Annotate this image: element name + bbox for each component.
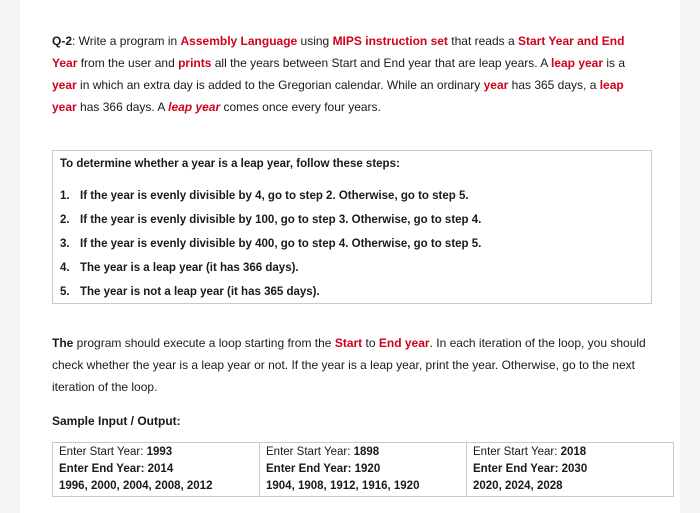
document-page <box>20 0 680 513</box>
step-number: 3. <box>60 238 70 250</box>
steps-title: To determine whether a year is a leap year, follow these steps: <box>60 158 400 170</box>
start-label: Enter Start Year: <box>473 446 561 458</box>
sample-io-table <box>52 442 674 497</box>
question-text: using <box>297 34 333 48</box>
output-line: 2020, 2024, 2028 <box>473 480 563 492</box>
keyword: leap year <box>168 100 221 114</box>
start-value: 1993 <box>146 446 173 458</box>
step-item <box>60 208 481 232</box>
output-line: 1996, 2000, 2004, 2008, 2012 <box>59 480 213 492</box>
step-text: If the year is evenly divisible by 400, go to step 4. Otherwise, go to step 5. <box>80 238 482 250</box>
step-number: 1. <box>60 190 70 202</box>
start-value: 1898 <box>353 446 380 458</box>
question-text: that reads a <box>447 34 518 48</box>
step-number: 5. <box>60 286 70 298</box>
keyword: The <box>52 336 74 350</box>
program-paragraph <box>52 332 652 398</box>
step-item <box>60 232 481 256</box>
sample-cell <box>53 443 260 497</box>
keyword: year <box>483 78 509 92</box>
sample-cell <box>260 443 467 497</box>
steps-list <box>60 184 481 304</box>
sample-cell <box>467 443 674 497</box>
steps-box <box>52 150 652 304</box>
question-text: has 365 days, a <box>508 78 600 92</box>
sample-row <box>53 443 674 497</box>
question-text: in which an extra day is added to the Gregorian calendar. While an ordinary <box>76 78 484 92</box>
question-text: : Write a program in <box>72 34 181 48</box>
output-line: 1904, 1908, 1912, 1916, 1920 <box>266 480 420 492</box>
keyword: year <box>52 78 77 92</box>
step-number: 4. <box>60 262 70 274</box>
end-line: Enter End Year: 2030 <box>473 463 588 475</box>
step-text: The year is not a leap year (it has 365 days). <box>80 286 320 298</box>
question-paragraph <box>52 30 649 118</box>
step-text: The year is a leap year (it has 366 days). <box>80 262 299 274</box>
question-text: is a <box>603 56 626 70</box>
question-text: has 366 days. A <box>76 100 169 114</box>
question-text: comes once every four years. <box>220 100 381 114</box>
step-text: If the year is evenly divisible by 100, go to step 3. Otherwise, go to step 4. <box>80 214 482 226</box>
step-item <box>60 280 481 304</box>
question-text: from the user and <box>77 56 179 70</box>
step-number: 2. <box>60 214 70 226</box>
keyword: leap year <box>52 78 624 114</box>
keyword: End year <box>378 336 430 350</box>
keyword: leap year <box>550 56 604 70</box>
step-item <box>60 184 481 208</box>
program-text: . In each iteration of the loop, you should check whether the year is a leap year or not. If the year is a leap year, print the year. Otherwise, go to the next iteration of the loop. <box>52 336 646 394</box>
end-line: Enter End Year: 2014 <box>59 463 174 475</box>
start-label: Enter Start Year: <box>266 446 354 458</box>
end-line: Enter End Year: 1920 <box>266 463 381 475</box>
keyword: prints <box>178 56 212 70</box>
keyword: Assembly Language <box>180 34 298 48</box>
question-label: Q-2 <box>52 34 73 48</box>
sample-title: Sample Input / Output: <box>52 414 181 428</box>
step-text: If the year is evenly divisible by 4, go to step 2. Otherwise, go to step 5. <box>80 190 469 202</box>
program-text: to <box>362 336 379 350</box>
question-text: all the years between Start and End year that are leap years. A <box>211 56 551 70</box>
start-label: Enter Start Year: <box>59 446 147 458</box>
keyword: MIPS instruction set <box>332 34 448 48</box>
keyword: Start <box>334 336 363 350</box>
program-text: program should execute a loop starting from the <box>73 336 335 350</box>
step-item <box>60 256 481 280</box>
start-value: 2018 <box>560 446 587 458</box>
keyword: Start Year and End Year <box>52 34 625 70</box>
